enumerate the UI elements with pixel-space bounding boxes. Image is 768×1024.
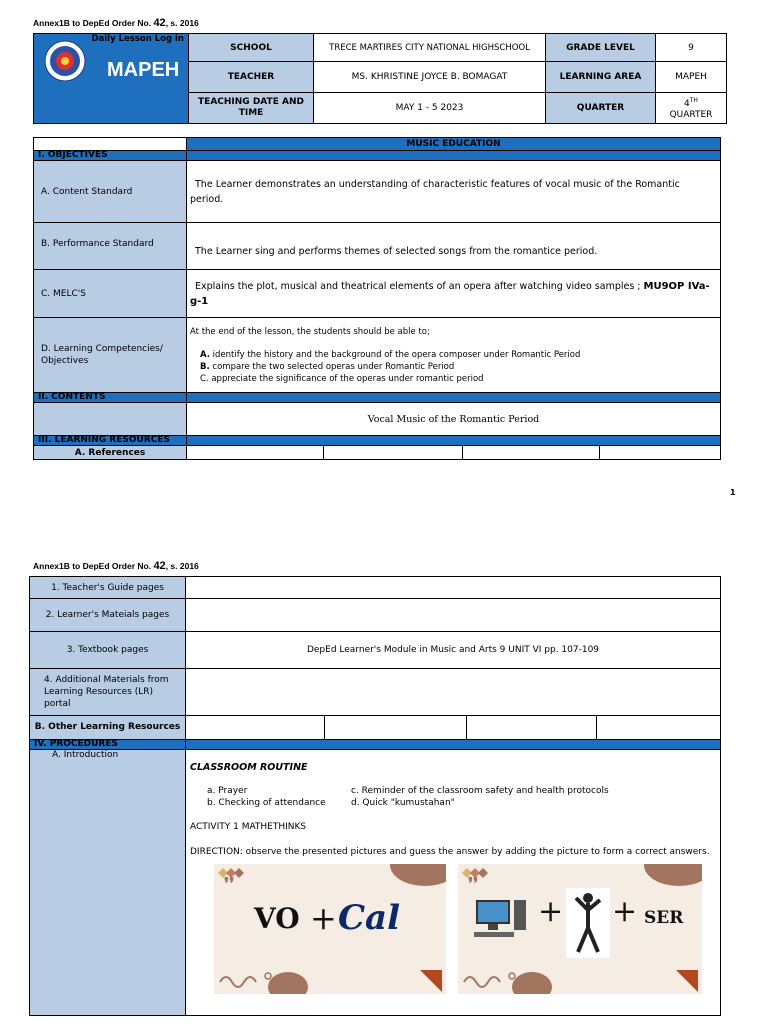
competencies-text: At the end of the lesson, the students should be able to; A. identify the history and the background of the opera composer under Romantic Period B. compare the two selected operas under Romantic Period C. appreciate the significance of the operas under romantic period — [187, 318, 721, 393]
grade-label: GRADE LEVEL — [546, 34, 656, 62]
melcs-label: C. MELC'S — [34, 270, 187, 318]
page-number: 1 — [730, 488, 736, 497]
objectives-table — [33, 137, 721, 460]
triangle-icon — [676, 970, 698, 992]
logo-cell — [34, 34, 189, 124]
textbook-label: 3. Textbook pages — [30, 632, 186, 669]
subject-title: MAPEH — [107, 59, 180, 81]
plus-icon: + — [538, 894, 564, 929]
activity-title: ACTIVITY 1 MATHETHINKS — [190, 822, 307, 832]
teacher-value: MS. KHRISTINE JOYCE B. BOMAGAT — [314, 62, 546, 93]
music-education-heading: MUSIC EDUCATION — [187, 138, 721, 151]
melcs-text: Explains the plot, musical and theatrical elements of an opera after watching video samples ; MU9OP IVa-g-1 — [187, 270, 721, 318]
competencies-label: D. Learning Competencies/ Objectives — [34, 318, 187, 393]
dll-title: Daily Lesson Log in — [91, 34, 184, 44]
computer-icon — [470, 898, 530, 942]
quote-open-icon: ❜❜ — [468, 874, 479, 893]
content-standard-label: A. Content Standard — [34, 161, 187, 223]
puzzle2-word-c: SER — [644, 908, 684, 928]
header-table — [33, 33, 727, 124]
school-label: SCHOOL — [189, 34, 314, 62]
contents-heading: II. CONTENTS — [34, 393, 187, 403]
additional-materials-label: 4. Additional Materials from Learning Resources (LR) portal — [30, 669, 186, 716]
contents-value: Vocal Music of the Romantic Period — [187, 403, 721, 436]
routine-item-a: a. Prayer — [207, 786, 248, 796]
puzzle-image-1 — [214, 864, 446, 994]
area-label: LEARNING AREA — [546, 62, 656, 93]
references-label: A. References — [34, 446, 187, 460]
cal-logo: Cal — [338, 898, 401, 938]
routine-title: CLASSROOM ROUTINE — [190, 762, 308, 773]
objectives-heading: I. OBJECTIVES — [34, 151, 187, 161]
area-value: MAPEH — [656, 62, 727, 93]
date-value: MAY 1 - 5 2023 — [314, 93, 546, 124]
annex-note: Annex1B to DepEd Order No. 42, s. 2016 — [33, 17, 199, 29]
performance-standard-text: The Learner sing and performs themes of selected songs from the romantice period. — [187, 223, 721, 270]
introduction-content — [186, 750, 721, 1016]
content-standard-text: The Learner demonstrates an understanding of characteristic features of vocal music of the Romantic period. — [187, 161, 721, 223]
teachers-guide-label: 1. Teacher's Guide pages — [30, 577, 186, 599]
puzzle1-word-a: VO — [254, 902, 300, 935]
performance-standard-label: B. Performance Standard — [34, 223, 187, 270]
quote-close-icon: ❜❜ — [426, 872, 437, 891]
resources-table — [29, 576, 721, 1016]
textbook-value: DepEd Learner's Module in Music and Arts 9 UNIT VI pp. 107-109 — [186, 632, 721, 669]
puzzle-image-2 — [458, 864, 702, 994]
direction-text: DIRECTION: observe the presented pictures and guess the answer by adding the picture to form a correct answers. — [190, 847, 710, 857]
routine-item-c: c. Reminder of the classroom safety and health protocols — [351, 786, 609, 796]
teacher-label: TEACHER — [189, 62, 314, 93]
quote-close-icon: ❜❜ — [682, 872, 693, 891]
deped-seal-icon — [44, 40, 86, 82]
quarter-value: 4TH QUARTER — [656, 93, 727, 124]
quote-open-icon: ❜❜ — [224, 874, 235, 893]
learners-materials-label: 2. Learner's Mateials pages — [30, 599, 186, 632]
decor-blob — [644, 864, 702, 886]
school-value: TRECE MARTIRES CITY NATIONAL HIGHSCHOOL — [314, 34, 546, 62]
triangle-icon — [420, 970, 442, 992]
quarter-label: QUARTER — [546, 93, 656, 124]
plus-icon: + — [612, 894, 638, 929]
plus-icon: + — [310, 899, 337, 937]
annex-note-page2: Annex1B to DepEd Order No. 42, s. 2016 — [33, 560, 199, 572]
resources-heading: III. LEARNING RESOURCES — [34, 436, 187, 446]
dancer-icon — [566, 888, 610, 958]
procedures-heading: IV. PROCEDURES — [30, 740, 186, 750]
grade-value: 9 — [656, 34, 727, 62]
routine-item-d: d. Quick "kumustahan" — [351, 798, 455, 808]
date-label: TEACHING DATE AND TIME — [189, 93, 314, 124]
routine-item-b: b. Checking of attendance — [207, 798, 326, 808]
other-resources-label: B. Other Learning Resources — [30, 716, 186, 740]
introduction-label: A. Introduction — [30, 750, 186, 1016]
decor-blob — [390, 864, 446, 886]
